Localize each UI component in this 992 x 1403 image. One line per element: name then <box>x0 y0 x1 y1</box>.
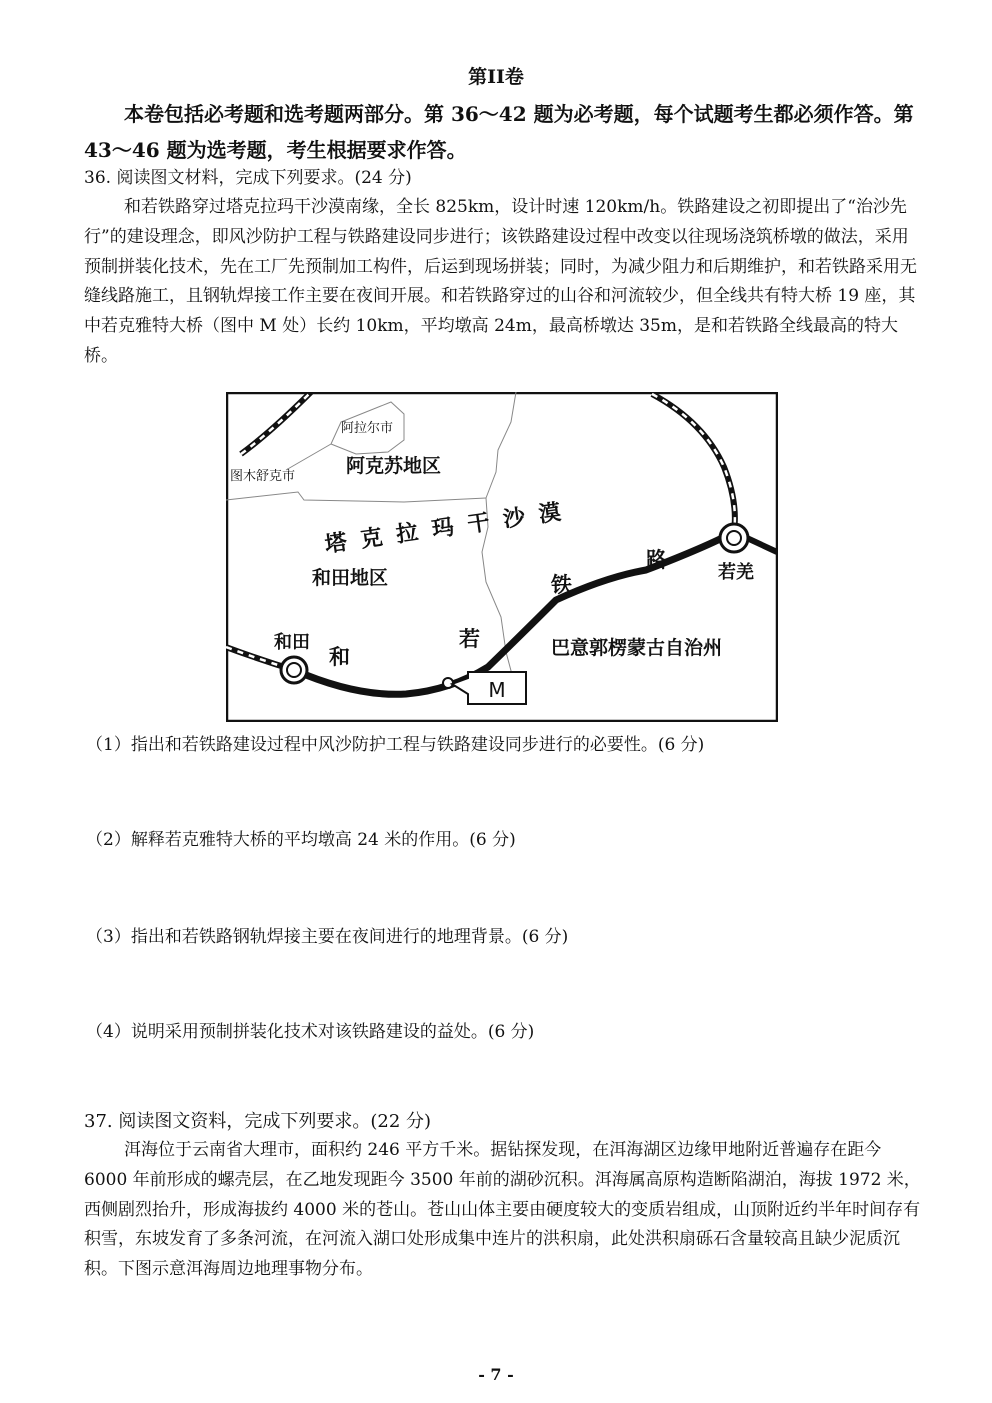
station-ruoqiang <box>720 524 748 552</box>
q36-sub-1: （1）指出和若铁路建设过程中风沙防护工程与铁路建设同步进行的必要性。(6 分) <box>86 735 705 755</box>
label-bayinguoleng: 巴意郭楞蒙古自治州 <box>551 637 723 659</box>
label-alaer: 阿拉尔市 <box>341 421 394 436</box>
label-rail-lu: 路 <box>646 548 667 572</box>
section-title: 第II卷 <box>468 66 524 88</box>
label-rail-he: 和 <box>329 645 350 669</box>
q37-heading: 37. 阅读图文资料，完成下列要求。(22 分) <box>84 1111 432 1132</box>
label-hetian-region: 和田地区 <box>312 567 389 589</box>
q36-paragraph: 和若铁路穿过塔克拉玛干沙漠南缘，全长 825km，设计时速 120km/h。铁路建设之初即提出了“治沙先行”的建设理念，即风沙防护工程与铁路建设同步进行；该铁路建设过程中改变以往现场浇筑桥墩的做法，采用预制拼装化技术，先在工厂先预制加工构件，后运到现场拼装；同时，为减少阻力和后期维护，和若铁路采用无缝线路施工，且钢轨焊接工作主要在夜间开展。和若铁路穿过的山谷和河流较少，但全线共有特大桥 19 座，其中若克雅特大桥（图中 M 处）长约 10km，平均墩高 24m，最高桥墩达 35m，是和若铁路全线最高的特大桥。 <box>84 197 917 366</box>
q36-sub-2: （2）解释若克雅特大桥的平均墩高 24 米的作用。(6 分) <box>86 830 516 850</box>
label-ruoqiang-city: 若羌 <box>718 562 754 583</box>
label-rail-tie: 铁 <box>551 573 572 597</box>
label-taklamakan: 塔克拉玛干沙漠 <box>323 498 577 558</box>
q36-sub-4: （4）说明采用预制拼装化技术对该铁路建设的益处。(6 分) <box>86 1022 535 1042</box>
section-intro: 本卷包括必考题和选考题两部分。第 36～42 题为必考题，每个试题考生都必须作答。第 43～46 题为选考题，考生根据要求作答。 <box>84 102 914 162</box>
label-tumushuke: 图木舒克市 <box>230 469 296 484</box>
q37-paragraph: 洱海位于云南省大理市，面积约 246 平方千米。据钻探发现，在洱海湖区边缘甲地附近普遍存在距今 6000 年前形成的螺壳层，在乙地发现距今 3500 年前的湖砂沉积。洱海属高原构造断陷湖泊，海拔 1972 米，西侧剧烈抬升，形成海拔约 4000 米的苍山。苍山山体主要由硬度较大的变质岩组成，山顶附近约半年时间存有积雪，东坡发育了多条河流，在河流入湖口处形成集中连片的洪积扇，此处洪积扇砾石含量较高且缺少泥质沉积。下图示意洱海周边地理事物分布。 <box>84 1140 921 1280</box>
station-hetian <box>281 657 307 683</box>
m-label: M <box>488 678 506 702</box>
q36-heading: 36. 阅读图文材料，完成下列要求。(24 分) <box>84 168 412 188</box>
page-number: - 7 - <box>478 1365 514 1384</box>
label-hetian-city: 和田 <box>274 632 310 653</box>
railway-map <box>226 392 778 722</box>
label-rail-ruo: 若 <box>459 627 480 651</box>
q36-sub-3: （3）指出和若铁路钢轨焊接主要在夜间进行的地理背景。(6 分) <box>86 927 569 947</box>
label-akesu: 阿克苏地区 <box>346 455 442 477</box>
